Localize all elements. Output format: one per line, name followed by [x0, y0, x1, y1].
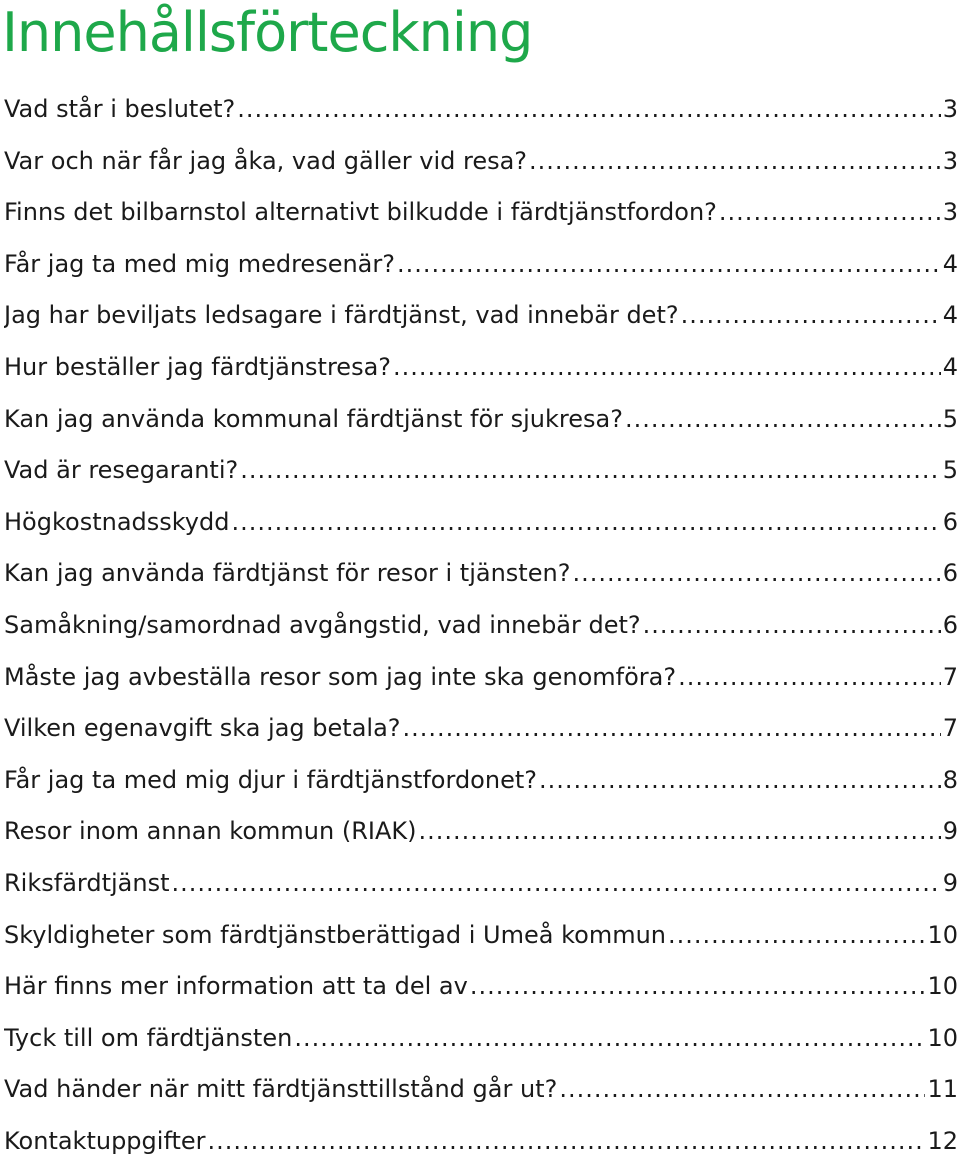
- dot-leader: [668, 910, 925, 962]
- toc-entry-page[interactable]: 10: [927, 920, 958, 949]
- toc-entry[interactable]: [4, 910, 958, 962]
- toc-entry-page[interactable]: 8: [942, 765, 958, 794]
- toc-entry[interactable]: [4, 652, 958, 704]
- toc-entry-title[interactable]: Vad är resegaranti?: [4, 456, 239, 485]
- dot-leader: [237, 84, 940, 136]
- toc-entry-title[interactable]: Vad händer när mitt färdtjänsttillstånd går ut?: [4, 1075, 558, 1104]
- toc-entry[interactable]: [4, 497, 958, 549]
- toc-entry-title[interactable]: Riksfärdtjänst: [4, 868, 170, 897]
- toc-entry-page[interactable]: 7: [942, 662, 958, 691]
- toc-entry[interactable]: [4, 136, 958, 188]
- toc-entry-title[interactable]: Får jag ta med mig djur i färdtjänstfordonet?: [4, 765, 537, 794]
- dot-leader: [678, 652, 941, 704]
- toc-entry-page[interactable]: 10: [927, 1023, 958, 1052]
- dot-leader: [294, 1013, 925, 1065]
- dot-leader: [393, 342, 941, 394]
- toc-entry[interactable]: [4, 600, 958, 652]
- toc-entry[interactable]: [4, 394, 958, 446]
- dot-leader: [572, 548, 940, 600]
- toc-entry[interactable]: [4, 858, 958, 910]
- toc-entry-page[interactable]: 7: [942, 714, 958, 743]
- toc-entry-title[interactable]: Måste jag avbeställa resor som jag inte ska genomföra?: [4, 662, 677, 691]
- toc-entry[interactable]: [4, 961, 958, 1013]
- toc-entry[interactable]: [4, 1116, 958, 1167]
- toc-entry[interactable]: [4, 1064, 958, 1116]
- toc-entry-page[interactable]: 3: [942, 198, 958, 227]
- toc-entry-title[interactable]: Jag har beviljats ledsagare i färdtjänst, vad innebär det?: [4, 301, 679, 330]
- dot-leader: [172, 858, 941, 910]
- toc-entry-title[interactable]: Kontaktuppgifter: [4, 1126, 206, 1155]
- toc-entry-title[interactable]: Tyck till om färdtjänsten: [4, 1023, 293, 1052]
- toc-entry-page[interactable]: 4: [942, 301, 958, 330]
- toc-entry-page[interactable]: 12: [927, 1126, 958, 1155]
- toc-entry-title[interactable]: Kan jag använda färdtjänst för resor i tjänsten?: [4, 559, 571, 588]
- dot-leader: [397, 239, 941, 291]
- dot-leader: [231, 497, 940, 549]
- toc-entry-page[interactable]: 3: [942, 146, 958, 175]
- dot-leader: [470, 961, 926, 1013]
- toc-entry-title[interactable]: Skyldigheter som färdtjänstberättigad i Umeå kommun: [4, 920, 666, 949]
- toc-entry[interactable]: [4, 1013, 958, 1065]
- toc-entry-page[interactable]: 6: [942, 610, 958, 639]
- toc-entry[interactable]: [4, 187, 958, 239]
- page-title: Innehållsförteckning: [2, 1, 533, 64]
- toc-entry[interactable]: [4, 703, 958, 755]
- toc-entry-page[interactable]: 11: [927, 1075, 958, 1104]
- dot-leader: [240, 445, 940, 497]
- toc-entry-title[interactable]: Får jag ta med mig medresenär?: [4, 249, 395, 278]
- toc-entry-title[interactable]: Hur beställer jag färdtjänstresa?: [4, 352, 392, 381]
- dot-leader: [719, 187, 941, 239]
- toc-entry-title[interactable]: Här finns mer information att ta del av: [4, 972, 468, 1001]
- toc-entry[interactable]: [4, 290, 958, 342]
- toc-entry-page[interactable]: 4: [942, 249, 958, 278]
- toc-entry-page[interactable]: 5: [942, 404, 958, 433]
- dot-leader: [403, 703, 941, 755]
- dot-leader: [643, 600, 941, 652]
- toc-entry-title[interactable]: Vad står i beslutet?: [4, 95, 236, 123]
- toc-entry-page[interactable]: 3: [942, 95, 958, 123]
- toc-entry[interactable]: [4, 342, 958, 394]
- toc-entry[interactable]: [4, 84, 958, 136]
- toc-entry[interactable]: [4, 755, 958, 807]
- toc-entry-title[interactable]: Finns det bilbarnstol alternativt bilkudde i färdtjänstfordon?: [4, 198, 717, 227]
- toc-entry-page[interactable]: 9: [942, 868, 958, 897]
- dot-leader: [681, 290, 941, 342]
- dot-leader: [529, 136, 941, 188]
- dot-leader: [625, 394, 941, 446]
- toc-entry[interactable]: [4, 239, 958, 291]
- toc-entry-title[interactable]: Samåkning/samordnad avgångstid, vad innebär det?: [4, 610, 641, 639]
- dot-leader: [539, 755, 941, 807]
- toc-entry-page[interactable]: 5: [942, 456, 958, 485]
- toc-entry[interactable]: [4, 445, 958, 497]
- toc-entry-page[interactable]: 9: [942, 817, 958, 846]
- toc-entry-title[interactable]: Högkostnadsskydd: [4, 507, 230, 536]
- toc-entry-page[interactable]: 6: [942, 559, 958, 588]
- dot-leader: [208, 1116, 926, 1167]
- toc-entry-page[interactable]: 10: [927, 972, 958, 1001]
- dot-leader: [418, 806, 940, 858]
- toc-entry-title[interactable]: Resor inom annan kommun (RIAK): [4, 817, 417, 846]
- toc-entry-page[interactable]: 6: [942, 507, 958, 536]
- toc-entry[interactable]: [4, 548, 958, 600]
- table-of-contents: [4, 84, 958, 1167]
- toc-entry-title[interactable]: Var och när får jag åka, vad gäller vid resa?: [4, 146, 528, 175]
- dot-leader: [559, 1064, 925, 1116]
- toc-entry[interactable]: [4, 806, 958, 858]
- toc-entry-title[interactable]: Vilken egenavgift ska jag betala?: [4, 714, 401, 743]
- toc-entry-page[interactable]: 4: [942, 352, 958, 381]
- toc-entry-title[interactable]: Kan jag använda kommunal färdtjänst för sjukresa?: [4, 404, 623, 433]
